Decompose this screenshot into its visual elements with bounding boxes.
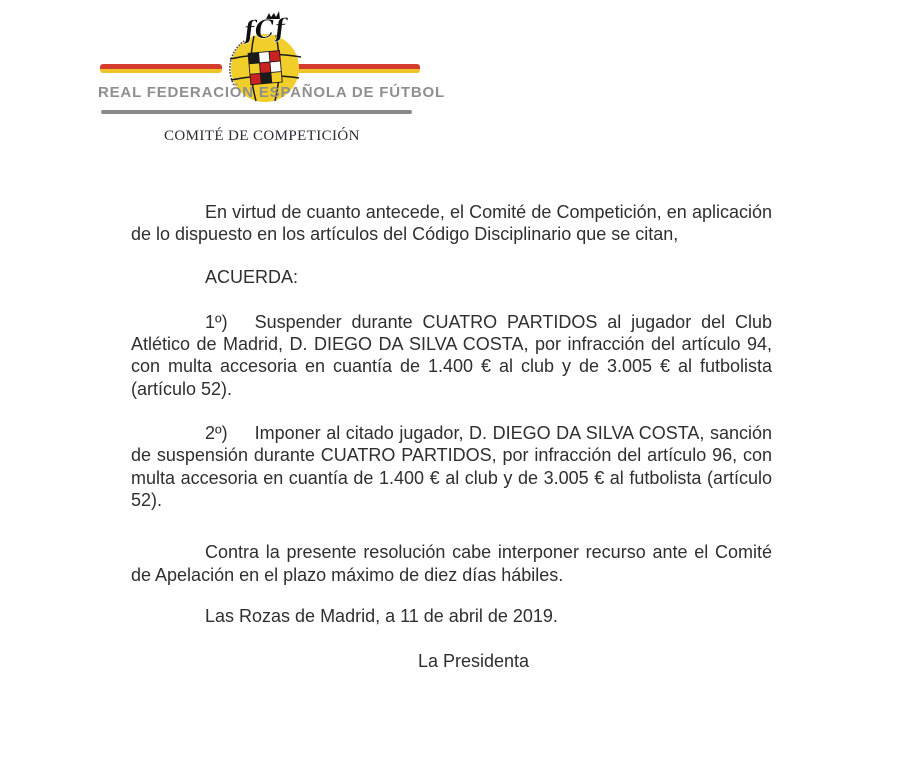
dateline: Las Rozas de Madrid, a 11 de abril de 2019. <box>205 605 558 626</box>
ruling-paragraph <box>131 311 772 400</box>
appeal-paragraph: Contra la presente resolución cabe interponer recurso ante el Comité de Apelación en el plazo máximo de diez días hábiles. <box>131 542 772 585</box>
ruling-number: 2º) <box>205 423 228 444</box>
acuerda-heading: ACUERDA: <box>205 266 299 287</box>
flag-stripe-yellow-band <box>100 69 222 73</box>
flag-stripe-left <box>100 64 222 73</box>
ruling-number: 1º) <box>205 311 228 332</box>
ruling-text: Imponer al citado jugador, D. DIEGO DA SILVA COSTA, sanción de suspensión durante CUATRO PARTIDOS, por infracción del artículo 96, con multa accesoria en cuantía de 1.400 € al club y de 3.005 € al futbolista (artículo 52). <box>131 423 772 510</box>
header-divider <box>101 110 412 114</box>
signature-title: La Presidenta <box>417 651 530 672</box>
org-name-wordmark: REAL FEDERACIÓN ESPAÑOLA DE FÚTBOL <box>98 84 445 101</box>
intro-paragraph: En virtud de cuanto antecede, el Comité de Competición, en aplicación de lo dispuesto en los artículos del Código Disciplinario que se citan, <box>131 202 772 245</box>
resolution-body <box>131 201 772 672</box>
ruling-text: Suspender durante CUATRO PARTIDOS al jugador del Club Atlético de Madrid, D. DIEGO DA SILVA COSTA, por infracción del artículo 94, con multa accesoria en cuantía de 1.400 € al club y de 3.005 € al futbolista (artículo 52). <box>131 311 772 399</box>
committee-title: COMITÉ DE COMPETICIÓN <box>164 128 360 144</box>
svg-text:fCf: fCf <box>242 13 287 46</box>
ruling-paragraph <box>131 422 772 511</box>
